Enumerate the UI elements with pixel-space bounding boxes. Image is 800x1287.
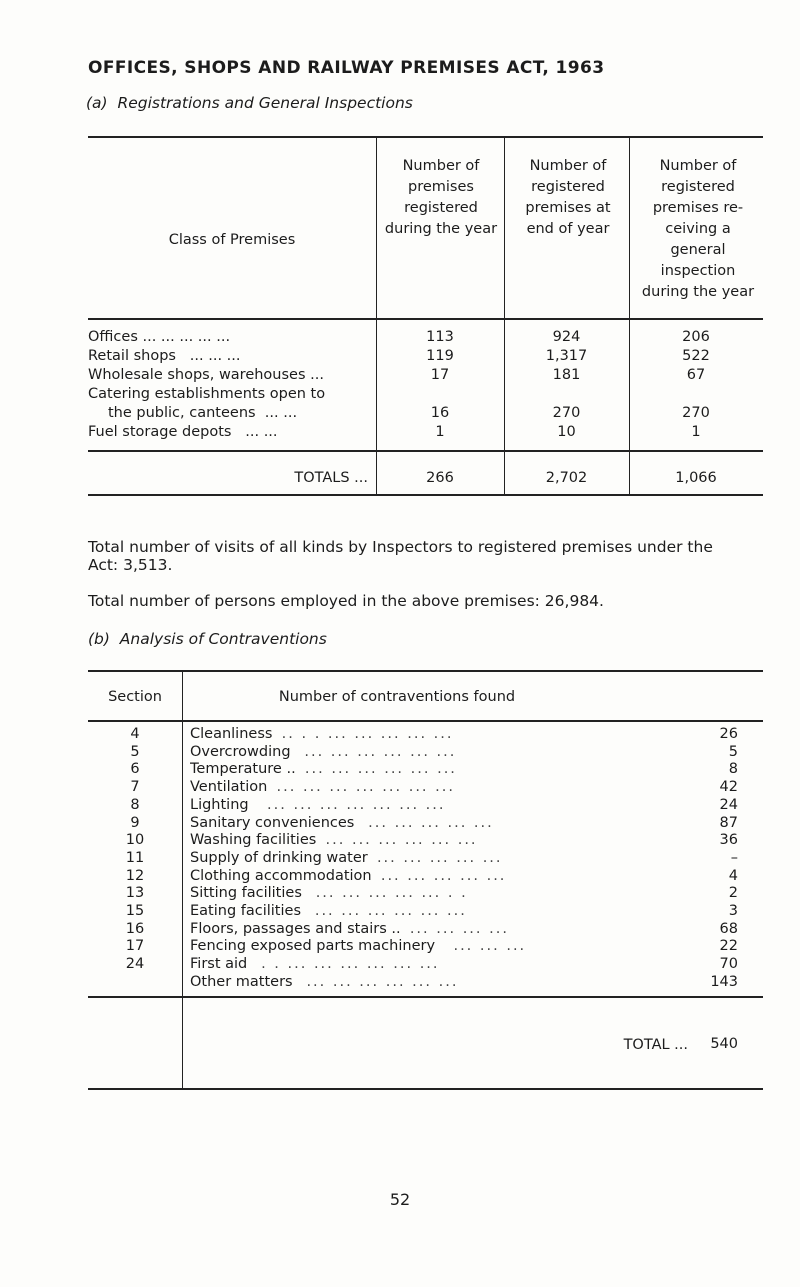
cell-end-of-year: 1,317 bbox=[545, 348, 588, 364]
total-end-of-year: 2,702 bbox=[545, 470, 588, 486]
totals-top-rule bbox=[88, 450, 763, 452]
visits-text: Total number of visits of all kinds by Inspectors to registered premises under the Act: 3,513. bbox=[88, 538, 713, 574]
contravention-item: Floors, passages and stairs .. ... ... ... ... bbox=[190, 920, 509, 937]
col-divider bbox=[182, 670, 183, 1090]
section-b-title bbox=[88, 630, 327, 648]
contravention-item: Ventilation ... ... ... ... ... ... ... bbox=[190, 779, 455, 796]
totals-top-rule bbox=[88, 996, 763, 998]
contravention-count: 68 bbox=[719, 920, 738, 937]
table-row-label: the public, canteens ... ... bbox=[108, 405, 298, 421]
contravention-count: 87 bbox=[719, 814, 738, 831]
table-top-rule bbox=[88, 136, 763, 138]
contravention-item: Sanitary conveniences ... ... ... ... ... bbox=[190, 814, 494, 831]
col-header-class: Class of Premises bbox=[168, 232, 296, 248]
cell-inspected: 67 bbox=[686, 367, 706, 383]
contravention-count: 4 bbox=[728, 867, 738, 884]
col-header-registered: Number of premises registered during the year bbox=[384, 158, 498, 237]
cell-registered: 16 bbox=[430, 405, 450, 421]
cell-end-of-year: 270 bbox=[552, 405, 581, 421]
contravention-item: First aid . . ... ... ... ... ... ... bbox=[190, 956, 440, 973]
section-number: 5 bbox=[130, 743, 140, 760]
section-number: 10 bbox=[125, 832, 145, 849]
section-b-letter: (b) bbox=[88, 630, 110, 648]
contravention-count: 70 bbox=[719, 956, 738, 973]
contravention-count: 143 bbox=[710, 973, 738, 990]
cell-end-of-year: 181 bbox=[552, 367, 581, 383]
col-header-section: Section bbox=[108, 689, 162, 705]
total-registered: 266 bbox=[426, 470, 454, 486]
contravention-item: Overcrowding ... ... ... ... ... ... bbox=[190, 743, 457, 760]
contraventions-table bbox=[88, 670, 763, 1090]
section-number: 13 bbox=[125, 885, 145, 902]
section-number: 11 bbox=[125, 849, 145, 866]
cell-inspected: 1 bbox=[691, 424, 701, 440]
table-row-label: Offices ... ... ... ... ... bbox=[88, 329, 231, 345]
contravention-count: 3 bbox=[728, 903, 738, 919]
col-divider bbox=[376, 136, 377, 496]
cell-inspected: 270 bbox=[682, 405, 710, 421]
section-a-title bbox=[86, 94, 413, 112]
cell-inspected: 522 bbox=[682, 348, 710, 364]
section-number: 6 bbox=[130, 761, 140, 778]
table-row-label: Wholesale shops, warehouses ... bbox=[88, 367, 324, 383]
total-inspected: 1,066 bbox=[675, 470, 717, 486]
page-number: 52 bbox=[389, 1190, 411, 1209]
table-bottom-rule bbox=[88, 494, 763, 496]
contravention-item: Lighting ... ... ... ... ... ... ... bbox=[190, 796, 446, 813]
contravention-count: 8 bbox=[728, 761, 738, 778]
section-number: 9 bbox=[130, 814, 140, 831]
contravention-item: Clothing accommodation ... ... ... ... ... bbox=[190, 867, 507, 884]
section-a-letter: (a) bbox=[86, 94, 108, 112]
section-number: 8 bbox=[130, 796, 140, 813]
table-row-label: Retail shops ... ... ... bbox=[88, 348, 241, 364]
contravention-item: Sitting facilities ... ... ... ... ... . . bbox=[190, 885, 468, 902]
section-number: 7 bbox=[130, 779, 140, 796]
col-divider bbox=[504, 136, 505, 496]
header-rule bbox=[88, 318, 763, 320]
section-number: 15 bbox=[125, 903, 145, 919]
section-number: 24 bbox=[125, 956, 145, 973]
contravention-count: 36 bbox=[719, 832, 738, 849]
section-b-title-text: Analysis of Contraventions bbox=[119, 630, 327, 648]
page-heading: OFFICES, SHOPS AND RAILWAY PREMISES ACT, 1963 bbox=[88, 58, 605, 78]
cell-end-of-year: 10 bbox=[557, 424, 576, 440]
contravention-item: Cleanliness .. . . ... ... ... ... ... bbox=[190, 726, 454, 742]
contravention-count: 2 bbox=[728, 885, 738, 902]
section-number: 12 bbox=[125, 867, 145, 884]
table-bottom-rule bbox=[88, 1088, 763, 1090]
cell-registered: 17 bbox=[430, 367, 450, 383]
cell-inspected: 206 bbox=[682, 329, 710, 345]
col-header-inspected: Number of registered premises re- ceiving a general inspection during the year bbox=[641, 158, 755, 300]
section-number: 16 bbox=[125, 920, 145, 937]
col-header-contraventions: Number of contraventions found bbox=[278, 689, 516, 705]
contravention-item: Other matters ... ... ... ... ... ... bbox=[190, 973, 459, 990]
registrations-table bbox=[88, 136, 763, 496]
totals-label: TOTALS ... bbox=[294, 470, 368, 486]
section-number: 4 bbox=[130, 726, 140, 742]
cell-registered: 119 bbox=[426, 348, 454, 364]
contravention-item: Temperature .. ... ... ... ... ... ... bbox=[190, 761, 457, 778]
cell-registered: 1 bbox=[435, 424, 445, 440]
header-rule bbox=[88, 720, 763, 722]
section-number: 17 bbox=[125, 938, 145, 955]
contravention-count: 5 bbox=[728, 743, 738, 760]
section-a-title-text: Registrations and General Inspections bbox=[117, 94, 413, 112]
col-header-end-of-year: Number of registered premises at end of year bbox=[525, 158, 611, 237]
contravention-item: Eating facilities ... ... ... ... ... ... bbox=[190, 903, 467, 919]
cell-registered: 113 bbox=[426, 329, 454, 345]
contravention-count: – bbox=[730, 849, 738, 866]
contravention-item: Washing facilities ... ... ... ... ... ... bbox=[190, 832, 478, 849]
contravention-count: 42 bbox=[719, 779, 738, 796]
col-divider bbox=[629, 136, 630, 496]
contravention-item: Fencing exposed parts machinery ... ... ... bbox=[190, 938, 527, 955]
total-label: TOTAL ... bbox=[623, 1037, 688, 1053]
contravention-count: 26 bbox=[719, 726, 738, 742]
total-value: 540 bbox=[710, 1036, 738, 1052]
cell-end-of-year: 924 bbox=[552, 329, 581, 345]
persons-text: Total number of persons employed in the above premises: 26,984. bbox=[88, 592, 604, 610]
table-row-label: Fuel storage depots ... ... bbox=[88, 424, 278, 440]
contravention-count: 22 bbox=[719, 938, 738, 955]
contravention-item: Supply of drinking water ... ... ... ... ... bbox=[190, 849, 503, 866]
table-top-rule bbox=[88, 670, 763, 672]
contravention-count: 24 bbox=[719, 796, 738, 813]
table-row-label: Catering establishments open to bbox=[88, 386, 326, 402]
